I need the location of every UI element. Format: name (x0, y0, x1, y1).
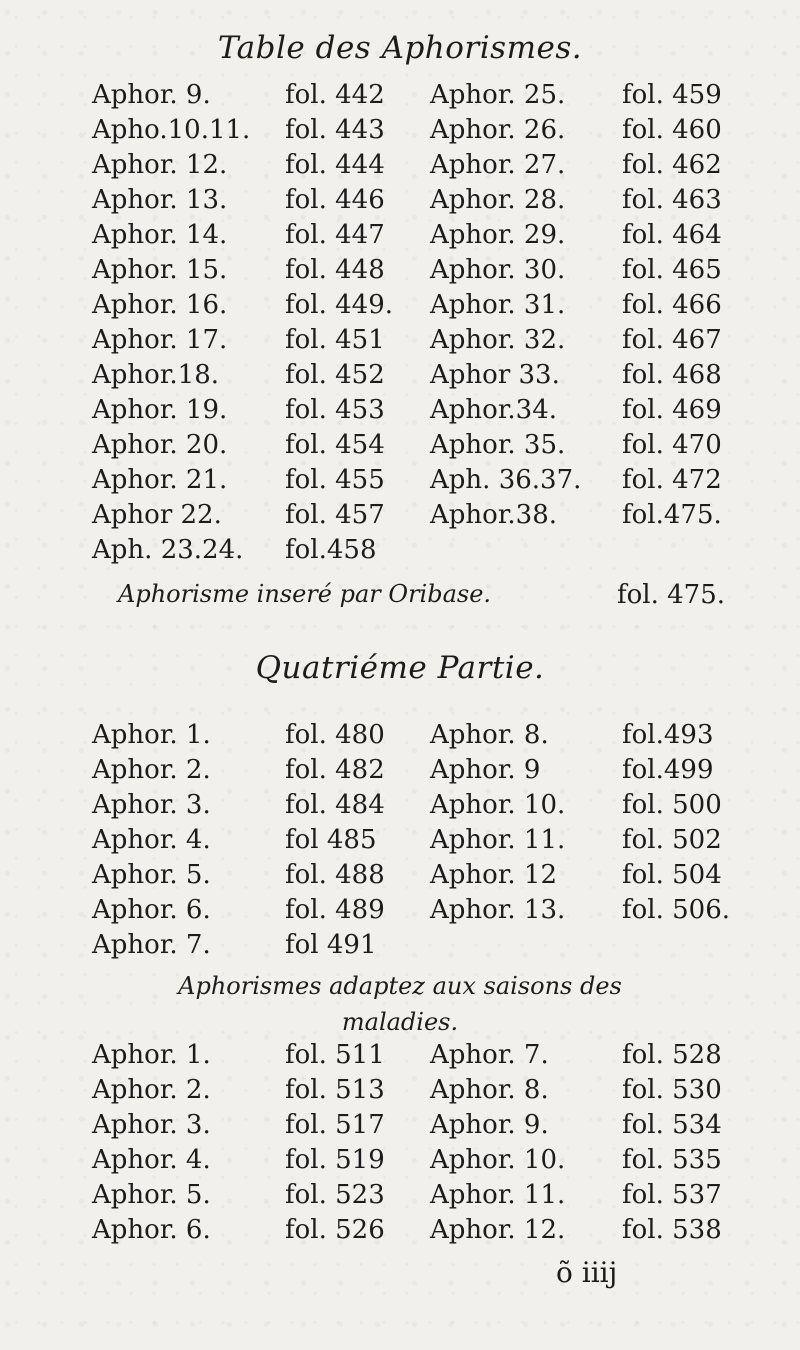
table-row (0, 148, 800, 182)
folio-number: fol. 506. (622, 895, 731, 925)
aphorism-number: Aphor.38. (430, 500, 558, 530)
folio-number: fol. 452 (285, 360, 385, 390)
folio-number: fol. 451 (285, 325, 385, 355)
signature-mark: õ iiij (556, 1256, 618, 1289)
folio-number: fol. 443 (285, 115, 385, 145)
oribase-note: Aphorisme inseré par Oribase. (118, 580, 492, 608)
table-row (0, 1143, 800, 1177)
aphorism-number: Aphor. 25. (430, 80, 566, 110)
aphorism-number: Aphor. 2. (92, 1075, 211, 1105)
table-row (0, 253, 800, 287)
folio-number: fol. 457 (285, 500, 385, 530)
aphorism-number: Aphor. 13. (430, 895, 566, 925)
folio-number: fol. 454 (285, 430, 385, 460)
aphorism-number: Aphor. 17. (92, 325, 228, 355)
aphorism-number: Aphor. 19. (92, 395, 228, 425)
aphorism-number: Aphor. 21. (92, 465, 228, 495)
aphorism-number: Aphor. 12. (430, 1215, 566, 1245)
folio-number: fol. 484 (285, 790, 385, 820)
table-row (0, 463, 800, 497)
folio-number: fol.475. (622, 500, 722, 530)
saisons-note (0, 968, 800, 1040)
aphorism-number: Aph. 36.37. (430, 465, 582, 495)
saisons-note-line-1: Aphorismes adaptez aux saisons des (178, 972, 622, 1000)
folio-number: fol. 470 (622, 430, 722, 460)
folio-number: fol. 517 (285, 1110, 385, 1140)
folio-number: fol. 504 (622, 860, 722, 890)
folio-number: fol. 464 (622, 220, 722, 250)
folio-number: fol. 500 (622, 790, 722, 820)
folio-number: fol. 463 (622, 185, 722, 215)
aphorism-number: Aphor. 2. (92, 755, 211, 785)
folio-number: fol. 502 (622, 825, 722, 855)
folio-number: fol. 528 (622, 1040, 722, 1070)
aphorism-number: Aphor. 11. (430, 1180, 566, 1210)
aphorism-number: Aphor.34. (430, 395, 558, 425)
folio-number: fol.499 (622, 755, 714, 785)
aphorism-number: Aphor. 5. (92, 860, 211, 890)
aphorism-number: Aphor. 32. (430, 325, 566, 355)
aphorism-number: Aphor. 7. (430, 1040, 549, 1070)
table-row (0, 288, 800, 322)
aphorism-number: Aphor. 1. (92, 720, 211, 750)
table-row (0, 393, 800, 427)
folio-number: fol. 466 (622, 290, 722, 320)
aphorism-number: Aphor. 5. (92, 1180, 211, 1210)
table-row (0, 893, 800, 927)
folio-number: fol. 448 (285, 255, 385, 285)
table-row (0, 858, 800, 892)
aphorism-number: Aphor. 15. (92, 255, 228, 285)
folio-number: fol. 462 (622, 150, 722, 180)
aphorism-number: Aphor. 3. (92, 1110, 211, 1140)
folio-number: fol. 465 (622, 255, 722, 285)
folio-number: fol. 467 (622, 325, 722, 355)
oribase-note-folio: fol. 475. (617, 580, 726, 610)
aphorism-number: Aphor. 3. (92, 790, 211, 820)
folio-number: fol. 459 (622, 80, 722, 110)
table-row (0, 428, 800, 462)
aphorism-number: Aphor. 1. (92, 1040, 211, 1070)
folio-number: fol 485 (285, 825, 377, 855)
aphorism-number: Aphor. 9. (92, 80, 211, 110)
folio-number: fol. 488 (285, 860, 385, 890)
aphorism-number: Aphor. 7. (92, 930, 211, 960)
table-row (0, 323, 800, 357)
aphorism-number: Aph. 23.24. (92, 535, 244, 565)
folio-number: fol. 444 (285, 150, 385, 180)
table-row (0, 113, 800, 147)
table-row (0, 1073, 800, 1107)
table-row (0, 823, 800, 857)
folio-number: fol. 469 (622, 395, 722, 425)
table-row (0, 498, 800, 532)
folio-number: fol.458 (285, 535, 377, 565)
aphorism-number: Aphor. 10. (430, 790, 566, 820)
aphorism-number: Aphor. 9 (430, 755, 541, 785)
table-row (0, 1213, 800, 1247)
aphorism-number: Aphor. 27. (430, 150, 566, 180)
aphorism-number: Aphor 33. (430, 360, 560, 390)
aphorism-number: Aphor. 6. (92, 895, 211, 925)
aphorism-number: Aphor. 30. (430, 255, 566, 285)
aphorism-number: Aphor. 8. (430, 1075, 549, 1105)
folio-number: fol. 472 (622, 465, 722, 495)
aphorism-number: Aphor. 6. (92, 1215, 211, 1245)
folio-number: fol. 535 (622, 1145, 722, 1175)
table-row (0, 533, 800, 567)
saisons-note-line-2: maladies. (341, 1008, 459, 1036)
aphorism-number: Aphor. 12. (92, 150, 228, 180)
folio-number: fol. 460 (622, 115, 722, 145)
folio-number: fol. 449. (285, 290, 394, 320)
aphorism-number: Aphor. 35. (430, 430, 566, 460)
folio-number: fol. 534 (622, 1110, 722, 1140)
aphorism-number: Aphor. 26. (430, 115, 566, 145)
folio-number: fol. 480 (285, 720, 385, 750)
aphorism-number: Aphor. 9. (430, 1110, 549, 1140)
table-row (0, 1178, 800, 1212)
aphorism-number: Aphor. 16. (92, 290, 228, 320)
folio-number: fol.493 (622, 720, 714, 750)
page-title: Table des Aphorismes. (217, 30, 583, 66)
aphorism-number: Aphor. 11. (430, 825, 566, 855)
aphorism-number: Aphor.18. (92, 360, 220, 390)
folio-number: fol. 526 (285, 1215, 385, 1245)
aphorism-number: Aphor. 4. (92, 825, 211, 855)
folio-number: fol. 530 (622, 1075, 722, 1105)
folio-number: fol. 447 (285, 220, 385, 250)
table-row (0, 753, 800, 787)
folio-number: fol. 468 (622, 360, 722, 390)
folio-number: fol. 453 (285, 395, 385, 425)
table-row (0, 358, 800, 392)
folio-number: fol. 482 (285, 755, 385, 785)
section-title-quatrieme-partie: Quatriéme Partie. (255, 650, 545, 686)
aphorism-number: Aphor. 8. (430, 720, 549, 750)
aphorism-number: Aphor. 20. (92, 430, 228, 460)
aphorism-number: Aphor. 13. (92, 185, 228, 215)
folio-number: fol. 513 (285, 1075, 385, 1105)
table-row (0, 928, 800, 962)
aphorism-number: Aphor. 14. (92, 220, 228, 250)
aphorism-number: Aphor. 29. (430, 220, 566, 250)
table-row (0, 788, 800, 822)
folio-number: fol. 455 (285, 465, 385, 495)
aphorism-number: Aphor. 12 (430, 860, 558, 890)
folio-number: fol 491 (285, 930, 377, 960)
folio-number: fol. 446 (285, 185, 385, 215)
folio-number: fol. 489 (285, 895, 385, 925)
table-row (0, 78, 800, 112)
aphorism-number: Aphor. 28. (430, 185, 566, 215)
folio-number: fol. 537 (622, 1180, 722, 1210)
table-row (0, 718, 800, 752)
table-row (0, 1108, 800, 1142)
aphorism-number: Aphor. 10. (430, 1145, 566, 1175)
folio-number: fol. 519 (285, 1145, 385, 1175)
aphorism-number: Apho.10.11. (92, 115, 251, 145)
aphorism-number: Aphor 22. (92, 500, 222, 530)
folio-number: fol. 523 (285, 1180, 385, 1210)
table-row (0, 218, 800, 252)
aphorism-number: Aphor. 31. (430, 290, 566, 320)
table-row (0, 1038, 800, 1072)
folio-number: fol. 442 (285, 80, 385, 110)
folio-number: fol. 511 (285, 1040, 385, 1070)
aphorism-number: Aphor. 4. (92, 1145, 211, 1175)
table-row (0, 183, 800, 217)
folio-number: fol. 538 (622, 1215, 722, 1245)
